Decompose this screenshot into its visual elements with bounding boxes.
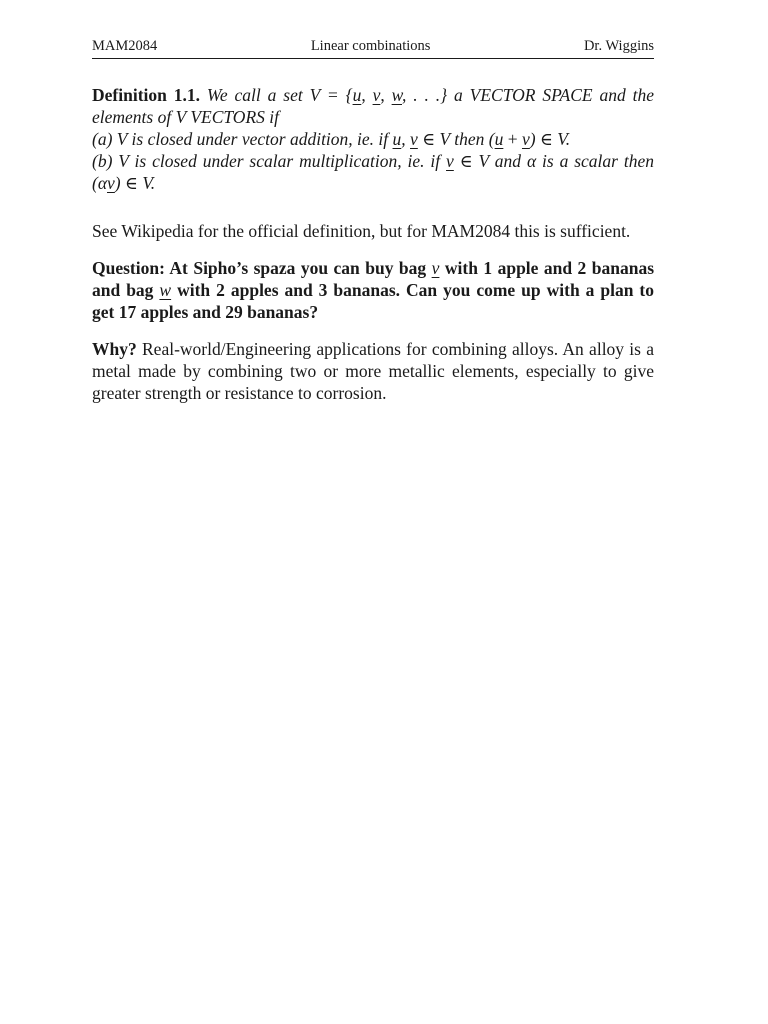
condition-b-end: ) ∈ V. xyxy=(114,173,156,193)
question-part-3: with 2 apples and 3 bananas. Can you come up with a plan to get 17 apples and 29 bananas? xyxy=(92,280,655,322)
plus-sign: + xyxy=(503,129,522,149)
vector-u: u xyxy=(494,129,504,149)
bag-v: v xyxy=(431,258,440,278)
why-text: Real-world/Engineering applications for combining alloys. An alloy is a metal made by combining two or more metallic elements, especially to give greater strength or resistance to corrosion. xyxy=(92,339,655,403)
vector-w: w xyxy=(391,85,402,105)
header-topic: Linear combinations xyxy=(310,38,431,54)
why-paragraph xyxy=(92,338,654,404)
condition-b xyxy=(92,151,654,193)
vector-v: v xyxy=(372,85,381,105)
vector-u: u xyxy=(392,129,402,149)
set-expression: V = {u, v, w, . . .} xyxy=(309,85,448,105)
condition-a: (a) V is closed under vector addition, ie. if u, v ∈ V then (u + v) ∈ V. xyxy=(92,129,571,149)
vector-v: v xyxy=(410,129,418,149)
vector-v: v xyxy=(446,151,454,171)
condition-a-end: ) ∈ V. xyxy=(529,129,571,149)
condition-b-prefix: (b) V is closed under scalar multiplication, ie. if xyxy=(92,151,441,171)
vector-u: u xyxy=(352,85,362,105)
definition-label: Definition 1.1. xyxy=(92,85,200,105)
why-label: Why? xyxy=(92,339,137,359)
vector-v: v xyxy=(521,129,530,149)
question-paragraph xyxy=(92,257,654,323)
header-course-code: MAM2084 xyxy=(92,38,158,54)
vector-v: v xyxy=(107,173,115,193)
set-open: V = { xyxy=(309,85,353,105)
definition-middle: a VECTOR SPACE and the elements of V VECTORS if xyxy=(92,85,654,127)
condition-b-mid: ∈ V and α is a scalar then (α xyxy=(92,151,654,193)
header-author: Dr. Wiggins xyxy=(583,38,654,54)
definition-intro: We call a set xyxy=(206,85,303,105)
definition-block xyxy=(92,84,654,194)
bag-w: w xyxy=(159,280,172,300)
condition-a-prefix: (a) V is closed under vector addition, ie. if xyxy=(92,129,389,149)
running-header xyxy=(92,38,654,59)
document-page xyxy=(92,38,654,404)
question-part-2: with 1 apple and 2 bananas and bag xyxy=(92,258,655,300)
condition-a-in: ∈ V then ( xyxy=(422,129,495,149)
set-close: , . . .} xyxy=(402,85,448,105)
wikipedia-note: See Wikipedia for the official definition, but for MAM2084 this is sufficient. xyxy=(92,221,631,241)
question-part-1: Question: At Sipho’s spaza you can buy bag xyxy=(92,258,427,278)
